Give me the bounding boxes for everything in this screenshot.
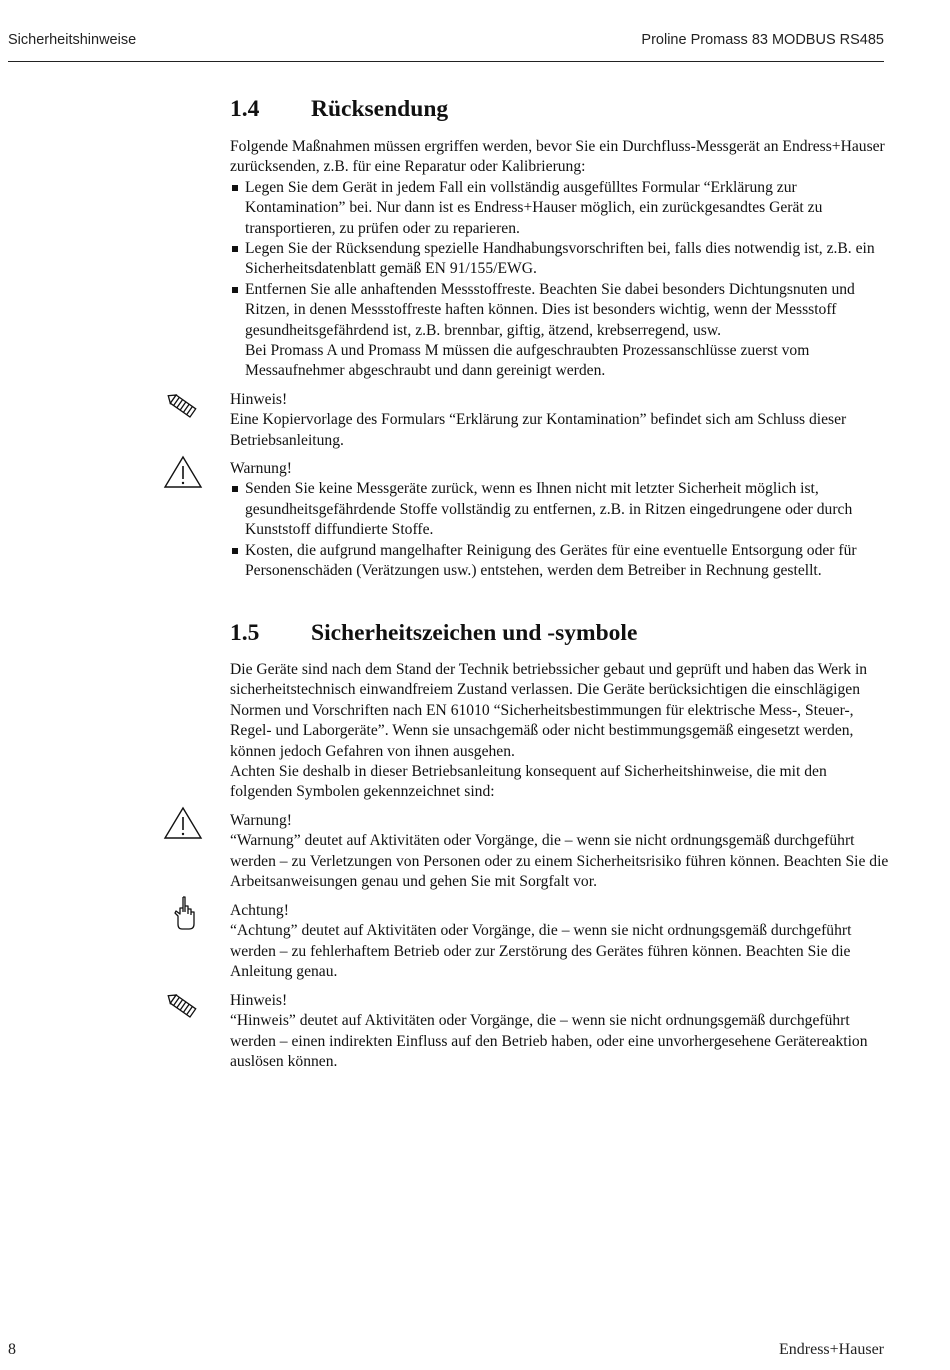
section-1-5-body (230, 660, 890, 803)
section-1-4-body (230, 137, 890, 382)
intro-paragraph: Folgende Maßnahmen müssen ergriffen werden, bevor Sie ein Durchfluss-Messgerät an Endress+Hauser zurücksenden, z.B. für eine Reparatur oder Kalibrierung: (230, 138, 885, 176)
section-number: 1.4 (230, 96, 260, 122)
bullet-square-icon (232, 486, 238, 492)
page-header (8, 32, 884, 62)
pencil-note-icon (163, 390, 203, 430)
section-title: Rücksendung (311, 96, 449, 122)
header-section-name: Sicherheitshinweise (8, 32, 137, 48)
bullet-square-icon (232, 287, 238, 293)
page-number: 8 (8, 1341, 16, 1358)
warning-definition-block (230, 811, 890, 893)
bullet-square-icon (232, 548, 238, 554)
bullet-square-icon (232, 185, 238, 191)
caution-label: Achtung! (230, 902, 289, 919)
warning-label: Warnung! (230, 812, 292, 829)
section-1-5-heading (230, 620, 637, 647)
note-definition-block (230, 991, 890, 1073)
section-title: Sicherheitszeichen und -symbole (311, 620, 638, 646)
pointing-hand-icon (163, 894, 203, 934)
section-1-4-heading (230, 96, 448, 123)
warning-label: Warnung! (230, 460, 292, 477)
return-steps-list (230, 178, 890, 382)
paragraph: Achten Sie deshalb in dieser Betriebsanleitung konsequent auf Sicherheitshinweise, die mit den folgenden Symbolen gekennzeichnet sind: (230, 763, 827, 801)
header-product-name: Proline Promass 83 MODBUS RS485 (641, 32, 884, 48)
warning-text: “Warnung” deutet auf Aktivitäten oder Vorgänge, die – wenn sie nicht ordnungsgemäß durchgeführt werden – zu Verletzungen von Personen oder zu einem Sicherheitsrisiko führen können. Beachten Sie die Arbeitsanweisungen genau und gehen Sie mit Sorgfalt vor. (230, 832, 889, 891)
paragraph: Die Geräte sind nach dem Stand der Technik betriebssicher gebaut und geprüft und haben das Werk in sicherheitstechnisch einwandfreiem Zustand verlassen. Die Geräte berücksichtigen die einschlägigen Normen und Vorschriften nach EN 61010 “Sicherheitsbestimmungen für elektrische Mess-, Steuer-, Regel- und Laborgeräte”. Wenn sie unsachgemäß oder nicht bestimmungsgemäß eingesetzt werden, können jedoch Gefahren von ihnen ausgehen. (230, 661, 868, 760)
page-footer (8, 1341, 884, 1363)
note-text: “Hinweis” deutet auf Aktivitäten oder Vorgänge, die – wenn sie nicht ordnungsgemäß durchgeführt werden – einen indirekten Einfluss auf den Betrieb haben, oder eine unvorhergesehene Gerätereaktion auslösen können. (230, 1012, 868, 1071)
list-item: Legen Sie dem Gerät in jedem Fall ein vollständig ausgefülltes Formular “Erklärung zur Kontamination” bei. Nur dann ist es Endress+Hauser möglich, ein zurückgesandtes Gerät zu transportieren, zu prüfen oder zu reparieren. (230, 178, 890, 239)
warning-triangle-icon (163, 806, 203, 846)
warning-list (230, 479, 890, 581)
warning-block (230, 459, 890, 581)
list-item: Entfernen Sie alle anhaftenden Messstoffreste. Beachten Sie dabei besonders Dichtungsnuten und Ritzen, in denen Messstoffreste haften können. Dies ist besonders wichtig, wenn der Messstoff gesundheitsgefährdend ist, z.B. brennbar, giftig, ätzend, krebserregend, usw. Bei Promass A und Promass M müssen die aufgeschraubten Prozessanschlüsse zuerst vom Messaufnehmer abgeschraubt und dann gereinigt werden. (230, 280, 890, 382)
note-text: Eine Kopiervorlage des Formulars “Erklärung zur Kontamination” befindet sich am Schluss dieser Betriebsanleitung. (230, 411, 847, 449)
note-label: Hinweis! (230, 391, 288, 408)
warning-triangle-icon (163, 455, 203, 495)
list-item: Senden Sie keine Messgeräte zurück, wenn es Ihnen nicht mit letzter Sicherheit möglich ist, gesundheitsgefährdende Stoffe vollständig zu entfernen, z.B. in Ritzen eingedrungene oder durch Kunststoff diffundierte Stoffe. (230, 479, 890, 540)
caution-text: “Achtung” deutet auf Aktivitäten oder Vorgänge, die – wenn sie nicht ordnungsgemäß durchgeführt werden – zu fehlerhaftem Betrieb oder zur Zerstörung des Gerätes führen können. Beachten Sie die Anleitung genau. (230, 922, 852, 981)
section-number: 1.5 (230, 620, 260, 646)
list-item: Legen Sie der Rücksendung spezielle Handhabungsvorschriften bei, falls dies notwendig ist, z.B. ein Sicherheitsdatenblatt gemäß EN 91/155/EWG. (230, 239, 890, 280)
list-item: Kosten, die aufgrund mangelhafter Reinigung des Gerätes für eine eventuelle Entsorgung oder für Personenschäden (Verätzungen usw.) entstehen, werden dem Betreiber in Rechnung gestellt. (230, 541, 890, 582)
pencil-note-icon (163, 990, 203, 1030)
bullet-square-icon (232, 246, 238, 252)
note-label: Hinweis! (230, 992, 288, 1009)
footer-brand: Endress+Hauser (779, 1341, 884, 1358)
note-block (230, 390, 890, 451)
caution-definition-block (230, 901, 890, 983)
list-item-extra: Bei Promass A und Promass M müssen die aufgeschraubten Prozessanschlüsse zuerst vom Messaufnehmer abgeschraubt und dann gereinigt werden. (245, 342, 810, 380)
